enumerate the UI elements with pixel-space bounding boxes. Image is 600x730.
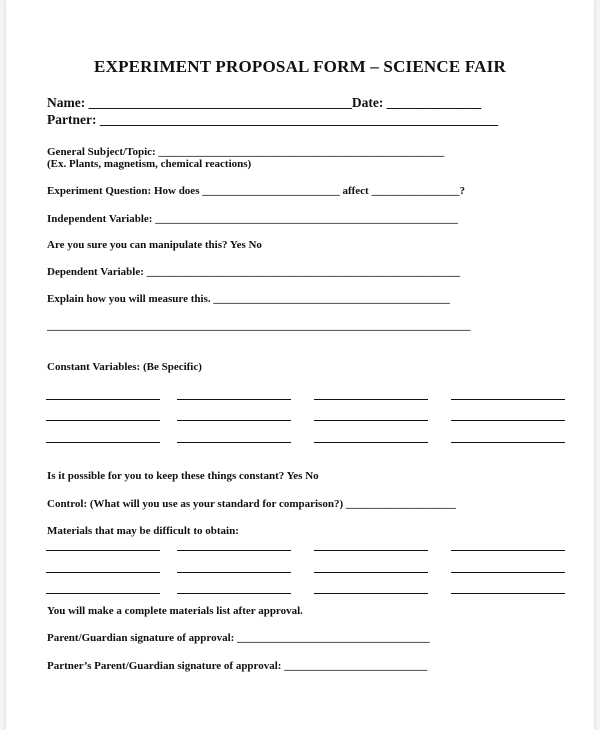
manipulate-question-text: Are you sure you can manipulate this? Yes No [47,239,262,251]
independent-variable-line[interactable]: Independent Variable: _______________________________________________________ [47,213,458,225]
constant-variables-label: Constant Variables: (Be Specific) [47,361,202,373]
material-blank[interactable] [177,593,291,594]
dependent-variable-line[interactable]: Dependent Variable: _________________________________________________________ [47,266,461,278]
constant-variable-blank[interactable] [451,420,565,421]
material-blank[interactable] [177,550,291,551]
constant-variable-blank[interactable] [46,420,160,421]
material-blank[interactable] [46,593,160,594]
material-blank[interactable] [314,572,428,573]
material-blank[interactable] [46,572,160,573]
materials-approval-note: You will make a complete materials list after approval. [47,605,303,617]
partner-parent-signature-line[interactable]: Partner’s Parent/Guardian signature of approval: __________________________ [47,660,428,672]
material-blank[interactable] [451,593,565,594]
material-blank[interactable] [451,572,565,573]
constant-variable-blank[interactable] [314,442,428,443]
form-title: EXPERIMENT PROPOSAL FORM – SCIENCE FAIR [94,57,506,76]
material-blank[interactable] [46,550,160,551]
experiment-question-line[interactable]: Experiment Question: How does _________________________ affect ________________? [47,185,465,197]
constant-variable-blank[interactable] [177,442,291,443]
subject-example-text: (Ex. Plants, magnetism, chemical reactions) [47,158,252,170]
constant-variable-blank[interactable] [46,442,160,443]
constant-variable-blank[interactable] [451,399,565,400]
material-blank[interactable] [314,550,428,551]
measure-explanation-line[interactable]: Explain how you will measure this. ___________________________________________ [47,293,450,305]
materials-label: Materials that may be difficult to obtain: [47,525,239,537]
measure-extra-line[interactable]: _____________________________________________________________________________ [47,320,471,332]
constant-variable-blank[interactable] [46,399,160,400]
parent-signature-line[interactable]: Parent/Guardian signature of approval: ___________________________________ [47,632,430,644]
control-line[interactable]: Control: (What will you use as your standard for comparison?) ____________________ [47,498,456,510]
constant-variable-blank[interactable] [314,399,428,400]
general-subject-line[interactable]: General Subject/Topic: ____________________________________________________ [47,146,445,158]
material-blank[interactable] [314,593,428,594]
name-date-line[interactable]: Name: _______________________________________Date: ______________ [47,95,482,110]
constant-variable-blank[interactable] [177,420,291,421]
constant-possible-question: Is it possible for you to keep these things constant? Yes No [47,470,319,482]
constant-variable-blank[interactable] [177,399,291,400]
partner-line[interactable]: Partner: ___________________________________________________________ [47,112,499,127]
material-blank[interactable] [177,572,291,573]
constant-variable-blank[interactable] [451,442,565,443]
constant-variable-blank[interactable] [314,420,428,421]
material-blank[interactable] [451,550,565,551]
